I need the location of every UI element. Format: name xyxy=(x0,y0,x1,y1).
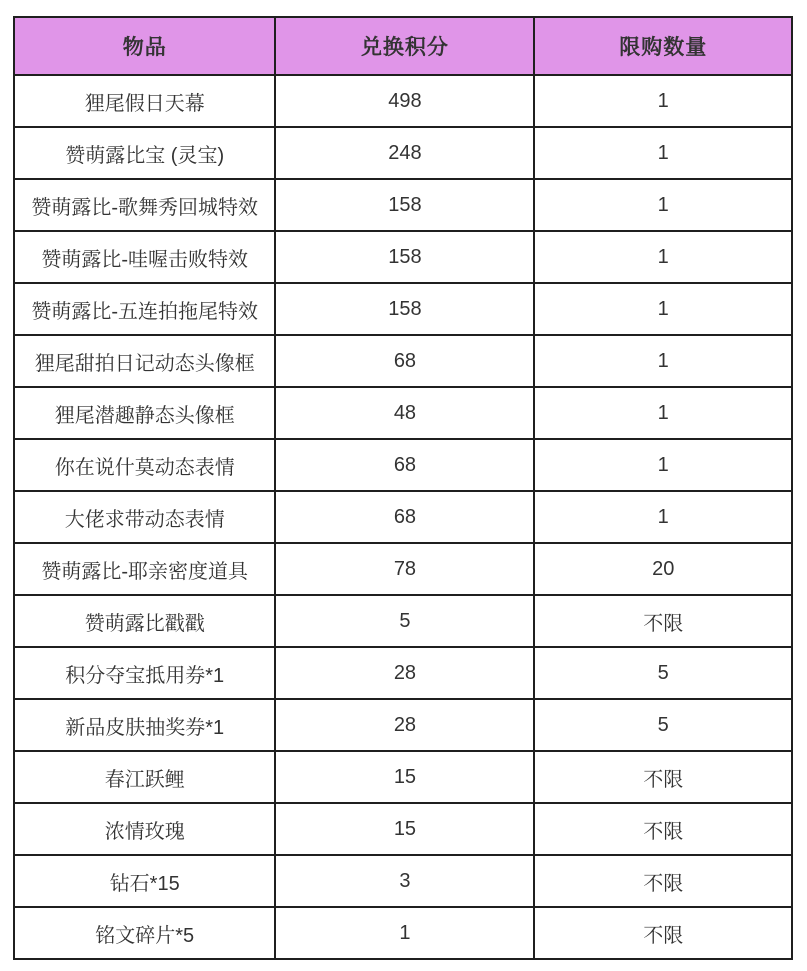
points-exchange-table xyxy=(13,16,793,960)
item-cell: 积分夺宝抵用券*1 xyxy=(14,647,275,699)
item-cell: 新品皮肤抽奖券*1 xyxy=(14,699,275,751)
limit-cell: 1 xyxy=(534,179,792,231)
table-row xyxy=(14,699,792,751)
table-row xyxy=(14,595,792,647)
item-cell: 狸尾潜趣静态头像框 xyxy=(14,387,275,439)
item-cell: 钻石*15 xyxy=(14,855,275,907)
table-row xyxy=(14,803,792,855)
column-header-item: 物品 xyxy=(14,17,275,75)
points-exchange-table-container xyxy=(13,16,793,960)
item-cell: 铭文碎片*5 xyxy=(14,907,275,959)
points-cell: 498 xyxy=(275,75,534,127)
item-cell: 赞萌露比-耶亲密度道具 xyxy=(14,543,275,595)
limit-cell: 不限 xyxy=(534,907,792,959)
points-cell: 1 xyxy=(275,907,534,959)
column-header-points: 兑换积分 xyxy=(275,17,534,75)
points-cell: 78 xyxy=(275,543,534,595)
points-cell: 15 xyxy=(275,751,534,803)
item-cell: 赞萌露比-五连拍拖尾特效 xyxy=(14,283,275,335)
table-row xyxy=(14,647,792,699)
item-cell: 赞萌露比-哇喔击败特效 xyxy=(14,231,275,283)
points-cell: 28 xyxy=(275,699,534,751)
item-cell: 你在说什莫动态表情 xyxy=(14,439,275,491)
table-header xyxy=(14,17,792,75)
points-cell: 68 xyxy=(275,491,534,543)
points-cell: 68 xyxy=(275,335,534,387)
table-row xyxy=(14,179,792,231)
points-cell: 48 xyxy=(275,387,534,439)
table-row xyxy=(14,127,792,179)
item-cell: 赞萌露比-歌舞秀回城特效 xyxy=(14,179,275,231)
limit-cell: 5 xyxy=(534,647,792,699)
item-cell: 赞萌露比戳戳 xyxy=(14,595,275,647)
table-body xyxy=(14,75,792,959)
limit-cell: 不限 xyxy=(534,751,792,803)
points-cell: 15 xyxy=(275,803,534,855)
item-cell: 春江跃鲤 xyxy=(14,751,275,803)
points-cell: 158 xyxy=(275,283,534,335)
limit-cell: 20 xyxy=(534,543,792,595)
table-row xyxy=(14,283,792,335)
item-cell: 狸尾假日天幕 xyxy=(14,75,275,127)
limit-cell: 不限 xyxy=(534,855,792,907)
table-row xyxy=(14,907,792,959)
table-row xyxy=(14,751,792,803)
limit-cell: 1 xyxy=(534,335,792,387)
points-cell: 158 xyxy=(275,179,534,231)
table-row xyxy=(14,491,792,543)
table-row xyxy=(14,543,792,595)
points-cell: 248 xyxy=(275,127,534,179)
points-cell: 68 xyxy=(275,439,534,491)
limit-cell: 1 xyxy=(534,231,792,283)
item-cell: 狸尾甜拍日记动态头像框 xyxy=(14,335,275,387)
limit-cell: 1 xyxy=(534,439,792,491)
table-row xyxy=(14,231,792,283)
limit-cell: 1 xyxy=(534,283,792,335)
header-row xyxy=(14,17,792,75)
points-cell: 158 xyxy=(275,231,534,283)
item-cell: 赞萌露比宝 (灵宝) xyxy=(14,127,275,179)
table-row xyxy=(14,75,792,127)
points-cell: 3 xyxy=(275,855,534,907)
column-header-limit: 限购数量 xyxy=(534,17,792,75)
table-row xyxy=(14,387,792,439)
table-row xyxy=(14,335,792,387)
limit-cell: 1 xyxy=(534,387,792,439)
limit-cell: 1 xyxy=(534,75,792,127)
limit-cell: 不限 xyxy=(534,595,792,647)
points-cell: 28 xyxy=(275,647,534,699)
points-cell: 5 xyxy=(275,595,534,647)
limit-cell: 5 xyxy=(534,699,792,751)
limit-cell: 1 xyxy=(534,127,792,179)
limit-cell: 1 xyxy=(534,491,792,543)
table-row xyxy=(14,855,792,907)
table-row xyxy=(14,439,792,491)
item-cell: 大佬求带动态表情 xyxy=(14,491,275,543)
item-cell: 浓情玫瑰 xyxy=(14,803,275,855)
limit-cell: 不限 xyxy=(534,803,792,855)
